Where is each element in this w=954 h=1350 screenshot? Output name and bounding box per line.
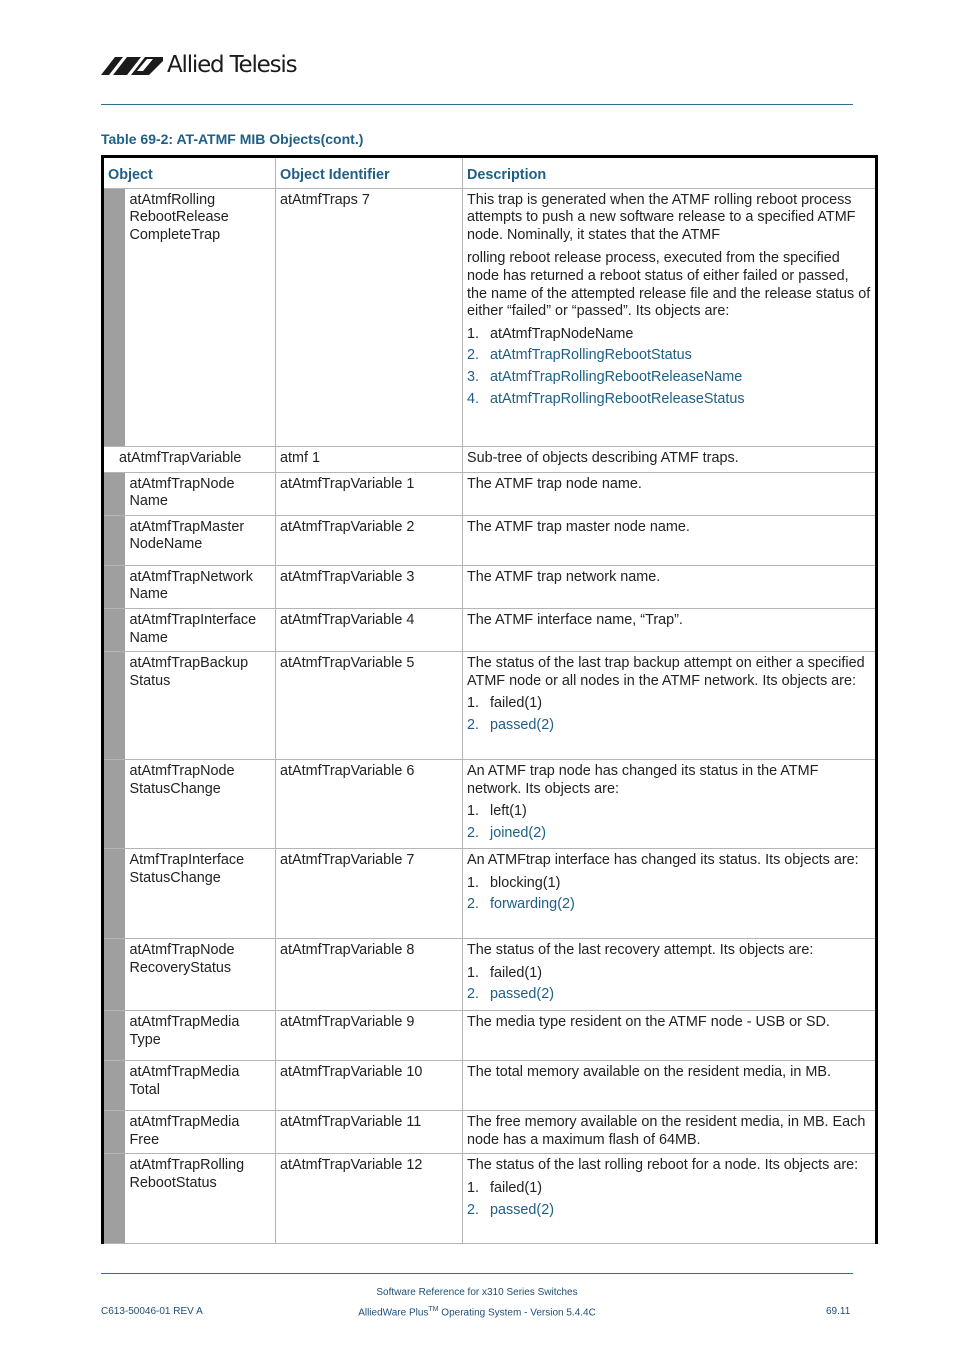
table-header-row [103,157,877,189]
hierarchy-indent-bar [103,1061,125,1111]
object-name-cell: AtmfTrapInterface StatusChange [125,849,276,939]
table-row [103,652,877,760]
list-item-text: joined(2) [490,824,546,841]
description-cell [463,849,877,939]
object-name-cell: atAtmfTrapMedia Type [125,1011,276,1061]
object-identifier-cell: atAtmfTrapVariable 5 [276,652,463,760]
list-item-number: 2. [467,824,480,841]
list-item-text: forwarding(2) [490,896,575,913]
list-item-text: atAtmfTrapRollingRebootReleaseName [490,368,743,385]
table-row [103,565,877,608]
table-row [103,446,877,472]
object-name-cell: atAtmfTrapNode Name [125,472,276,515]
footer-rule [101,1273,853,1274]
object-identifier-cell: atAtmfTrapVariable 10 [276,1061,463,1111]
object-name-cell: atAtmfTrapMedia Free [125,1111,276,1154]
description-paragraph: The status of the last trap backup attempt on either a specified ATMF node or all nodes in the ATMF network. Its objects are: [467,655,865,689]
list-item-text: passed(2) [490,1201,554,1218]
object-list-item [467,875,871,893]
list-item-number: 1. [467,325,480,342]
list-item-text: atAtmfTrapNodeName [490,325,634,342]
list-item-number: 2. [467,896,480,913]
table-row [103,1154,877,1244]
object-list-item [467,803,871,821]
object-name-cell: atAtmfTrapRolling RebootStatus [125,1154,276,1244]
list-item-number: 2. [467,986,480,1003]
object-identifier-cell: atAtmfTrapVariable 4 [276,608,463,651]
table-row [103,1011,877,1061]
object-identifier-cell: atAtmfTrapVariable 1 [276,472,463,515]
hierarchy-indent-bar [103,608,125,651]
list-item-text: atAtmfTrapRollingRebootStatus [490,347,692,364]
description-cell [463,515,877,565]
footer-os-prefix: AlliedWare Plus [358,1307,429,1319]
list-item-number: 1. [467,964,480,981]
description-paragraph: The ATMF interface name, “Trap”. [467,611,683,628]
list-item-text: failed(1) [490,964,542,981]
object-list-item [467,326,871,344]
object-name-cell: atAtmfTrapNode RecoveryStatus [125,939,276,1011]
object-list-item [467,965,871,983]
object-name-cell: atAtmfRolling RebootRelease CompleteTrap [125,188,276,446]
description-cell [463,188,877,446]
description-cell [463,652,877,760]
object-identifier-cell: atAtmfTrapVariable 6 [276,760,463,849]
footer-page-number: 69.11 [826,1306,851,1317]
footer-doc-id: C613-50046-01 REV A [101,1306,203,1317]
description-paragraph: The media type resident on the ATMF node - USB or SD. [467,1014,830,1031]
list-item-text: passed(2) [490,986,554,1003]
table-row [103,760,877,849]
description-cell [463,608,877,651]
description-paragraph: An ATMFtrap interface has changed its status. Its objects are: [467,852,859,869]
hierarchy-indent-bar [103,515,125,565]
description-cell [463,1011,877,1061]
column-header-object: Object [103,157,276,189]
list-item-number: 1. [467,874,480,891]
list-item-text: blocking(1) [490,874,561,891]
list-item-text: atAtmfTrapRollingRebootReleaseStatus [490,390,745,407]
logo-wordmark: Allied Telesis [167,52,297,78]
allied-telesis-logo [101,50,296,80]
description-paragraph: An ATMF trap node has changed its status in the ATMF network. Its objects are: [467,763,819,797]
table-row [103,188,877,446]
object-list-item [467,986,871,1004]
description-paragraph: The ATMF trap network name. [467,568,661,585]
table-caption: Table 69-2: AT-ATMF MIB Objects(cont.) [101,131,364,147]
table-row [103,608,877,651]
object-list-item [467,695,871,713]
description-cell [463,472,877,515]
object-list-item [467,391,871,409]
description-paragraph: rolling reboot release process, executed from the specified node has returned a reboot status of either failed or passed, the name of the attempted release file and the release status of either “failed” or “passed”. Its objects are: [467,250,871,320]
object-name-cell: atAtmfTrapNode StatusChange [125,760,276,849]
object-name-cell: atAtmfTrapVariable [103,446,276,472]
table-body [103,188,877,1244]
hierarchy-indent-bar [103,652,125,760]
object-identifier-cell: atAtmfTrapVariable 11 [276,1111,463,1154]
object-name-cell: atAtmfTrapInterface Name [125,608,276,651]
hierarchy-indent-bar [103,849,125,939]
footer-os-line [0,1306,954,1318]
object-list-item [467,1180,871,1198]
object-name-cell: atAtmfTrapBackup Status [125,652,276,760]
list-item-number: 2. [467,347,480,364]
list-item-number: 1. [467,803,480,820]
footer-trademark: TM [428,1306,439,1313]
list-item-text: left(1) [490,803,527,820]
description-paragraph: The status of the last recovery attempt. Its objects are: [467,942,814,959]
object-identifier-cell: atAtmfTrapVariable 7 [276,849,463,939]
description-cell [463,939,877,1011]
table-row [103,472,877,515]
hierarchy-indent-bar [103,472,125,515]
header-rule [101,104,853,105]
list-item-number: 3. [467,368,480,385]
object-identifier-cell: atAtmfTrapVariable 8 [276,939,463,1011]
object-identifier-cell: atmf 1 [276,446,463,472]
object-list-item [467,825,871,843]
allied-telesis-logo-mark [101,55,163,75]
hierarchy-indent-bar [103,1154,125,1244]
description-paragraph: This trap is generated when the ATMF rolling reboot process attempts to push a new software release to a specified ATMF node. Nominally, it states that the ATMF [467,191,856,243]
hierarchy-indent-bar [103,188,125,446]
column-header-object-identifier: Object Identifier [276,157,463,189]
object-name-cell: atAtmfTrapMaster NodeName [125,515,276,565]
description-paragraph: The ATMF trap node name. [467,475,642,492]
table-row [103,939,877,1011]
footer-title: Software Reference for x310 Series Switches [376,1287,578,1298]
description-cell [463,760,877,849]
object-list-item [467,1202,871,1220]
object-list-item [467,896,871,914]
description-paragraph: The free memory available on the resident media, in MB. Each node has a maximum flash of 64MB. [467,1114,866,1148]
mib-objects-table [101,155,878,1244]
hierarchy-indent-bar [103,1111,125,1154]
object-name-cell: atAtmfTrapMedia Total [125,1061,276,1111]
description-cell [463,446,877,472]
object-list-item [467,717,871,735]
description-paragraph: The status of the last rolling reboot for a node. Its objects are: [467,1157,859,1174]
description-paragraph: The total memory available on the resident media, in MB. [467,1064,831,1081]
description-paragraph: The ATMF trap master node name. [467,518,690,535]
list-item-number: 2. [467,716,480,733]
object-identifier-cell: atAtmfTrapVariable 9 [276,1011,463,1061]
description-cell [463,1061,877,1111]
list-item-number: 1. [467,695,480,712]
list-item-text: failed(1) [490,695,542,712]
table-row [103,849,877,939]
description-cell [463,565,877,608]
object-identifier-cell: atAtmfTrapVariable 2 [276,515,463,565]
object-list-item [467,347,871,365]
table-row [103,515,877,565]
column-header-description: Description [463,157,877,189]
object-identifier-cell: atAtmfTrapVariable 3 [276,565,463,608]
list-item-number: 2. [467,1201,480,1218]
hierarchy-indent-bar [103,1011,125,1061]
hierarchy-indent-bar [103,939,125,1011]
table-row [103,1111,877,1154]
hierarchy-indent-bar [103,565,125,608]
list-item-text: passed(2) [490,716,554,733]
list-item-number: 4. [467,390,480,407]
object-identifier-cell: atAtmfTraps 7 [276,188,463,446]
table-row [103,1061,877,1111]
object-identifier-cell: atAtmfTrapVariable 12 [276,1154,463,1244]
list-item-text: failed(1) [490,1179,542,1196]
description-cell [463,1111,877,1154]
list-item-number: 1. [467,1179,480,1196]
description-cell [463,1154,877,1244]
footer-os-suffix: Operating System - Version 5.4.4C [438,1307,596,1319]
description-paragraph: Sub-tree of objects describing ATMF traps. [467,449,739,466]
object-list-item [467,369,871,387]
object-name-cell: atAtmfTrapNetwork Name [125,565,276,608]
hierarchy-indent-bar [103,760,125,849]
